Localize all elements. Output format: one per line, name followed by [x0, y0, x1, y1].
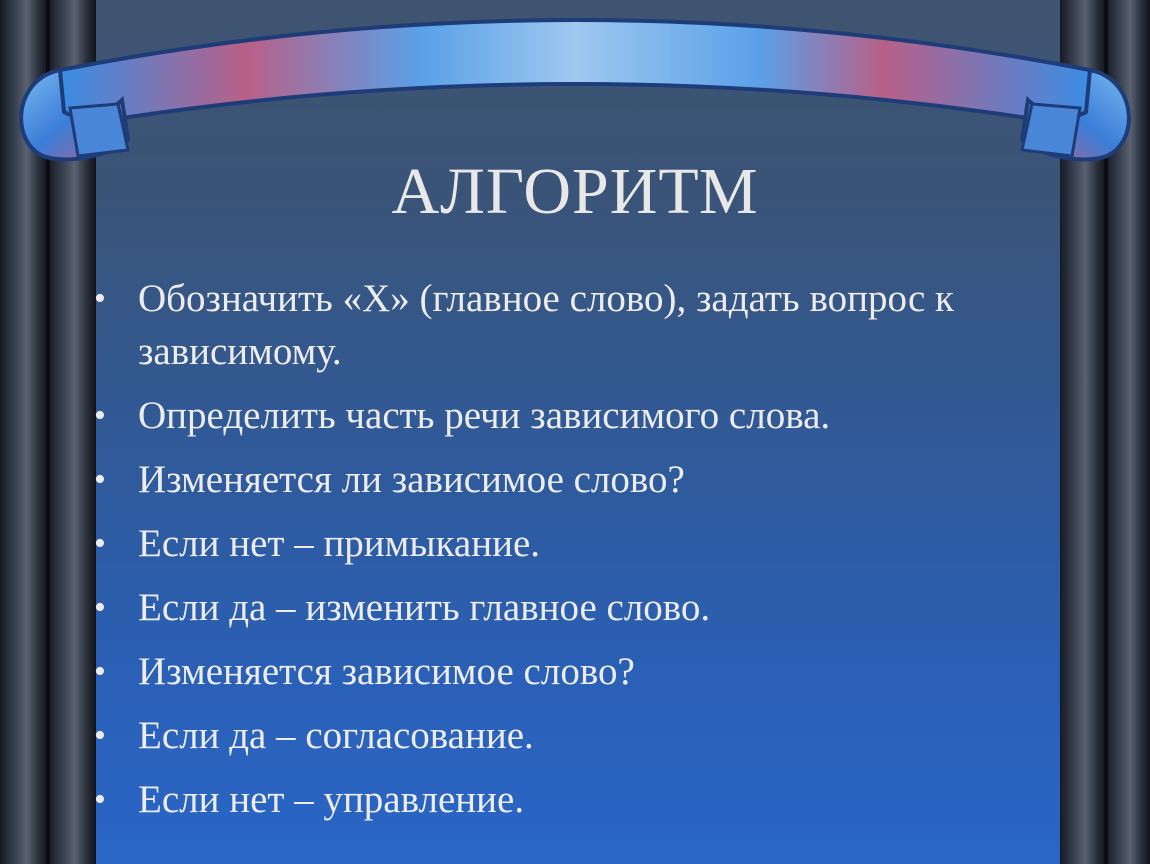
- list-item-text: Если да – согласование.: [138, 714, 534, 757]
- list-item-text: Изменяется ли зависимое слово?: [138, 458, 685, 501]
- slide-title: АЛГОРИТМ: [391, 155, 759, 228]
- bullet-icon: •: [94, 397, 106, 434]
- bullet-icon: •: [94, 653, 106, 690]
- list-item-text: Если да – изменить главное слово.: [138, 586, 711, 629]
- bullet-icon: •: [94, 280, 106, 317]
- list-item: [0, 709, 1150, 762]
- list-item-text: Изменяется зависимое слово?: [138, 650, 635, 693]
- list-item: [0, 581, 1150, 634]
- list-item-text: Если нет – управление.: [138, 778, 525, 821]
- list-item: [0, 453, 1150, 506]
- list-item-text: Обозначить «Х» (главное слово), задать вопрос к зависимому.: [138, 277, 954, 373]
- bullet-icon: •: [94, 589, 106, 626]
- bullet-icon: •: [94, 525, 106, 562]
- bullet-icon: •: [94, 781, 106, 818]
- list-item: [0, 773, 1150, 826]
- list-item: [0, 517, 1150, 570]
- bullet-icon: •: [94, 461, 106, 498]
- list-item: [0, 272, 1150, 378]
- list-item-text: Если нет – примыкание.: [138, 522, 541, 565]
- list-item: [0, 645, 1150, 698]
- bullet-list: [0, 272, 1150, 837]
- list-item-text: Определить часть речи зависимого слова.: [138, 394, 831, 437]
- bullet-icon: •: [94, 717, 106, 754]
- ribbon-banner: [21, 20, 1129, 159]
- list-item: [0, 389, 1150, 442]
